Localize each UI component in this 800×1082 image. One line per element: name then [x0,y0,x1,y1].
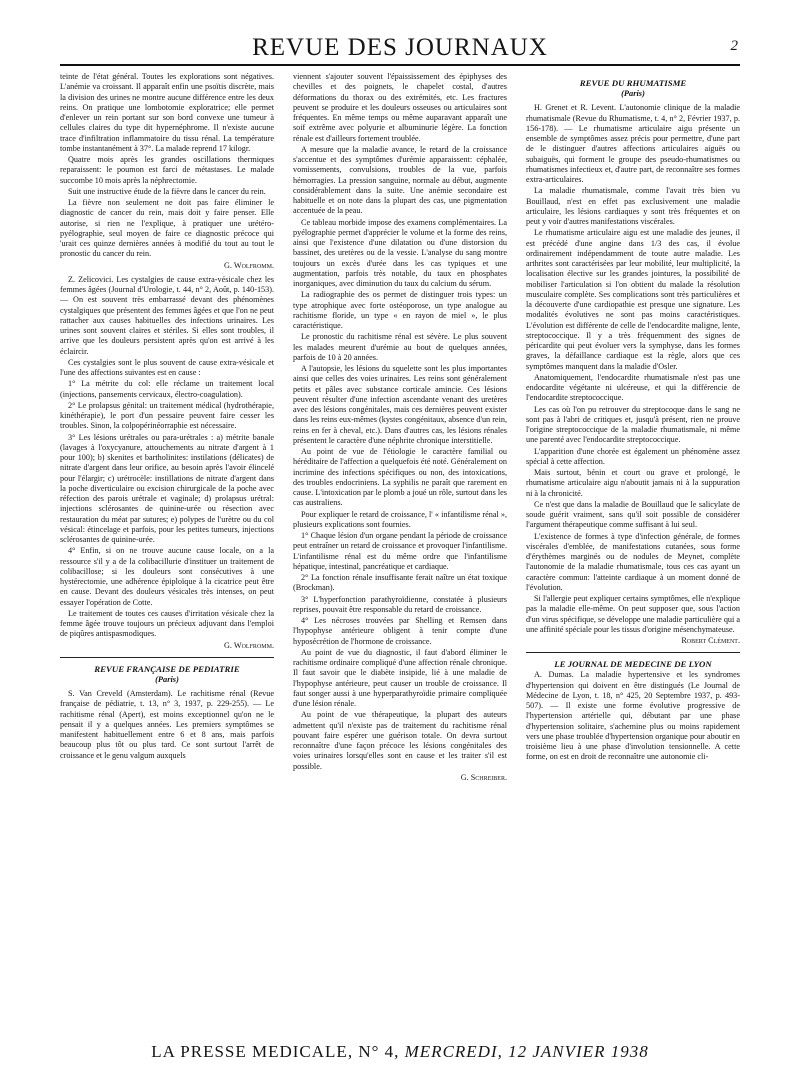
author-signature: Robert Clément. [681,636,740,646]
paragraph: viennent s'ajouter souvent l'épaississement des épiphyses des chevilles et des poignets, le chapelet costal, d'autres déformations du thorax ou des extrémités, etc. Les fractures peuvent se produire et les douleurs osseuses ou articulaires sont fréquentes. En même temps ou même auparavant apparaît une soif extrême avec polyurie et albuminurie légère. La fonction rénale est d'ailleurs fortement troublée. [293,72,507,143]
section-divider [526,652,740,653]
paragraph: Les cas où l'on pu retrouver du streptocoque dans le sang ne sont pas à l'abri de critiques et, jusqu'à présent, rien ne prouve l'origine streptococcique de la maladie rhumatismale, ni même une parenté avec l'endocardite streptococcique. [526,404,740,445]
paragraph: Le traitement de toutes ces causes d'irritation vésicale chez la femme âgée trouve toujours un précieux adjuvant dans l'emploi de piqûres antispasmodiques. [60,608,274,639]
paragraph: 2° Le prolapsus génital: un traitement médical (hydrothérapie, kinéthérapie), le port d'un pessaire peuvent faire cesser les troubles. Sinon, la colpopérinéorraphie est nécessaire. [60,400,274,431]
paragraph: teinte de l'état général. Toutes les explorations sont négatives. L'anémie va croissant. Il apparaît enfin une psoïtis discrète, mais la division des urines ne montre aucune différence entre les deux reins. On pratique une lombotomie exploratrice; elle permet d'enlever un rein portant sur son bord convexe une tumeur à cellules claires du type dit hypernéphrome. Il n'existe aucune trace d'infiltration inflammatoire du tissu rénal. La température tombe instantanément à 37°. La malade reprend 17 kilogr. [60,72,274,153]
paragraph: L'existence de formes à type d'infection générale, de formes viscérales d'emblée, de manifestations cutanées, sous forme d'érythèmes marginés ou de nodules de Meynet, complète l'autonomie de la maladie rhumatismale, tous ces cas ayant un caractère commun: l'atteinte cardiaque à un moment donné de l'évolution. [526,531,740,592]
journal-heading: REVUE FRANÇAISE DE PEDIATRIE [94,663,240,674]
page-footer [0,1042,800,1062]
paragraph: Le pronostic du rachitisme rénal est sévère. Le plus souvent les malades meurent d'urémie au bout de quelques années, parfois de 10 à 20 années. [293,332,507,362]
paragraph: S. Van Creveld (Amsterdam). Le rachitisme rénal (Revue française de pédiatrie, t. 13, n° 3, 1937, p. 229-255). — Le rachitisme rénal (Apert), est moins exceptionnel qu'on ne le pensait il y a quelques années. Les premiers symptômes se manifestent habituellement entre 6 et 8 ans, mais parfois beaucoup plus tôt ou plus tard. Ce sont surtout l'arrêt de croissance et le genu valgum auxquels [60,689,274,760]
text-column-1 [60,72,274,1034]
paragraph: La fièvre non seulement ne doit pas faire éliminer le diagnostic de cancer du rein, mais doit y faire penser. Elle autorise, si rien ne l'explique, à pratiquer une urétéro-pyélographie, seul moyen de faire ce diagnostic précoce qui 'urait ces quinze dernières années à modifié du tout au tout le pronostic du cancer du rein. [60,198,274,259]
paragraph: Si l'allergie peut expliquer certains symptômes, elle n'explique pas la maladie elle-même. On peut supposer que, sous l'action d'un virus spécifique, se développe une maladie particulière qui a une affinité spéciale pour les tissus d'origine mésenchymateuse. [526,594,740,634]
journal-section-title: REVUE DES JOURNAUX [252,34,548,61]
journal-location: (Paris) [155,674,179,684]
paragraph: Z. Zelicovici. Les cystalgies de cause extra-vésicale chez les femmes âgées (Journal d'Urologie, t. 44, n° 2, Août, p. 140-153). — On est souvent très embarrassé devant des phénomènes cystalgiques que présentent des femmes âgées et que l'on ne peut rattacher aux causes habituelles des infections urinaires. Les urines sont souvent claires et stériles. Si elles sont troubles, il arrive que les douleurs persistent après qu'on est arrivé à les éclaircir. [60,274,274,356]
paragraph: 2° La fonction rénale insuffisante ferait naître un état toxique (Brockman). [293,573,507,593]
author-signature: G. Wolfromm. [224,640,274,650]
paragraph: 3° Les lésions urétrales ou para-urétrales : a) métrite banale (lavages à l'oxycyanure, attouchements au nitrate d'argent à 1 pour 100); b) skenites et bartholinites: instilations (délicates) de nitrate d'argent dans leur orifice, au besoin après l'avoir élincelé pour l'élargir; c) urétrocèle: instillations de nitrate d'argent dans la poche diverticulaire ou excision chirurgicale de la poche avec réfection des parois urétrale et vaginale; d) prolapsus urétral: injections sclérosantes de quinine-urée ou résection avec restauration du méat par sutures; e) polypes de l'urètre ou du col vésical: étincelage et parfois, pour les petites tumeurs, injections sclérosantes de quinine-urée. [60,432,274,544]
text-column-3 [526,72,740,1034]
paragraph: Au point de vue thérapeutique, la plupart des auteurs admettent qu'il n'existe pas de traitement du rachitisme rénal pouvant faire espérer une guérison totale. On devra surtout reconnaître d'une façon précoce les lésions congénitales des voies urinaires lorsqu'elles sont en cause et les traiter s'il est possible. [293,710,507,771]
paragraph: 1° Chaque lésion d'un organe pendant la période de croissance peut entraîner un retard de croissance et provoquer l'infantilisme. L'infantilisme rénal est du même ordre que l'infantilisme hépatique, intestinal, pancréatique et cardiaque. [293,531,507,571]
paragraph: Au point de vue de l'étiologie le caractère familial ou héréditaire de l'affection a quelquefois été noté. Généralement on incrimine des infections spécifiques ou non, des intoxications, des troubles endocriniens. La syphilis ne paraît que rarement en cause. L'intoxication par le plomb a joué un rôle, surtout dans les cas australiens. [293,447,507,508]
paragraph: H. Grenet et R. Levent. L'autonomie clinique de la maladie rhumatismale (Revue du Rhumatisme, t. 4, n° 2, Février 1937, p. 156-178). — Le rhumatisme articulaire aigu présente un ensemble de symptômes assez précis pour permettre, d'une part de le distinguer d'autres affections articulaires aiguës ou subaiguës, qui forment le groupe des pseudo-rhumatismes ou rhumatismes infectieux et, d'autre part, de reconnaître ses formes extra-articulaires. [526,103,740,185]
footer-publication: LA PRESSE MEDICALE, N° 4, [151,1042,400,1061]
paragraph: Quatre mois après les grandes oscillations thermiques reparaissent: le poumon est farci de métastases. Le malade succombe 10 mois après la néphrectomie. [60,155,274,185]
paragraph: Ces cystalgies sont le plus souvent de cause extra-vésicale et l'une des affections suivantes est en cause : [60,357,274,377]
paragraph: A l'autopsie, les lésions du squelette sont les plus importantes ainsi que celles des voies urinaires. Les reins sont généralement petits et pâles avec substance corticale amincie. Ces lésions peuvent résulter d'une infection ascendante venant des uretères avec des lésions congénitales, mais ces dernières peuvent exister dans les reins eux-mêmes (kystes congénitaux, absence d'un rein, reins en fer à cheval, etc.). Dans d'autres cas, les lésions rénales présentent le caractère d'une néphrite chronique interstitielle. [293,364,507,445]
journal-heading: LE JOURNAL DE MEDECINE DE LYON [554,659,712,670]
paragraph: 4° Les nécroses trouvées par Shelling et Remsen dans l'hypophyse antérieure obligent à tenir compte d'une hyposécrétion de l'hormone de croissance. [293,616,507,646]
paragraph: Le rhumatisme articulaire aigu est une maladie des jeunes, il est précédé d'une angine dans 1/3 des cas, il évolue ordinairement indépendamment de toute autre maladie. Les arthrites sont caractérisées par leur mobilité, leur multiplicité, la localisation élective sur les grandes jointures, la possibilité de mobiliser l'articulation si l'on obtient du malade la résolution musculaire complète. Ses complications sont très particulières et la découverte d'une cardiopathie est presque une signature. Les modalités évolutives ne sont pas moins caractéristiques. L'évolution est différente de celle de l'endocardite maligne, lente, streptococcique. Il y a très fréquemment des signes de péricardite qui peut évoluer vers la symphyse, dans les formes graves, la défaillance cardiaque est la règle, alors que ces symptômes manquent dans la maladie d'Osler. [526,228,740,371]
paragraph: L'apparition d'une chorée est également un phénomène assez spécial à cette affection. [526,446,740,466]
paragraph: 4° Enfin, si on ne trouve aucune cause locale, on a la ressource s'il y a de la colibacillurie d'instituer un traitement de colibacillose; si les douleurs sont consécutives à une hystérectomie, une adhérence épiploïque à la cicatrice peut être en cause. Devant des douleurs vésicales très intenses, on peut essayer l'opération de Cotte. [60,546,274,607]
paragraph: Ce n'est que dans la maladie de Bouillaud que le salicylate de soude guérit vraiment, sans qu'il soit possible de considérer l'argument thérapeutique comme suffisant à lui seul. [526,499,740,530]
header-rule [60,64,740,66]
text-column-2 [293,72,507,1034]
paragraph: A. Dumas. La maladie hypertensive et les syndromes d'hypertension qui doivent en être distingués (Le Journal de Médecine de Lyon, t. 18, n° 425, 20 Septembre 1937, p. 493-507). — Il existe une forme évolutive progressive de l'hypertension artérielle qui, débutant par une phase d'hypertension solitaire, s'achemine plus ou moins rapidement vers une phase troublée d'hypertension organique pour aboutir en troisième lieu à une phase d'involution tensionnelle. A cette forme, on est en droit de reconnaître une autonomie cli- [526,670,740,762]
paragraph: Au point de vue du diagnostic, il faut d'abord éliminer le rachitisme ordinaire compliqué d'une affection rénale chronique. Il faut savoir que le diabète insipide, lié à une maladie de l'hypophyse antérieure, peut causer un trouble de croissance. Il faut songer aussi à une hyperparathyroïdie primaire compliquée d'une lésion rénale. [293,647,507,708]
paragraph: Suit une instructive étude de la fièvre dans le cancer du rein. [68,186,266,196]
author-signature: G. Schreiber. [460,772,507,782]
paragraph: La radiographie des os permet de distinguer trois types: un type atrophique avec forte ostéoporose, un type analogue au rachitisme floride, un type « en rayon de miel », le plus caractéristique. [293,290,507,330]
paragraph: A mesure que la maladie avance, le retard de la croissance s'accentue et des symptômes d'urémie apparaissent: céphalée, vomissements, convulsions, troubles de la vue, parfois hémorragies. La pression sanguine, normale au début, augmente considérablement dans la suite. Une anémie secondaire est habituelle et on note dans la plupart des cas, une pigmentation accentuée de la peau. [293,144,507,216]
paragraph: Mais surtout, bénin et court ou grave et prolongé, le rhumatisme articulaire aigu n'aboutit jamais ni à la suppuration ni à la chronicité. [526,468,740,498]
paragraph: 3° L'hyperfonction parathyroïdienne, constatée à plusieurs reprises, pouvait être responsable du retard de croissance. [293,594,507,614]
paragraph: La maladie rhumatismale, comme l'avait très bien vu Bouillaud, n'est en effet pas exclusivement une maladie articulaire, les lésions cardiaques y sont très fréquentes et on peut y voir d'autres manifestations viscérales. [526,186,740,227]
section-divider [60,657,274,658]
author-signature: G. Wolfromm. [224,260,274,270]
paragraph: 1° La métrite du col: elle réclame un traitement local (injections, pansements cervicaux, électro-coagulation). [60,379,274,399]
paragraph: Pour expliquer le retard de croissance, l' « infantilisme rénal », plusieurs explications sont fournies. [293,509,507,529]
journal-location: (Paris) [621,88,645,98]
footer-date: MERCREDI, 12 JANVIER 1938 [404,1042,649,1061]
journal-heading: REVUE DU RHUMATISME [579,78,687,88]
paragraph: Anatomiquement, l'endocardite rhumatismale n'est pas une endocardite végétante ni ulcéreuse, et qui la différencie de l'endocardite streptococcique. [526,372,740,403]
page-number: 2 [730,38,738,54]
paragraph: Ce tableau morbide impose des examens complémentaires. La pyélographie permet d'apprécier le volume et la forme des reins, ainsi que l'existence d'une dilatation ou d'une distorsion du bassinet, des uretères ou de la vessie. L'analyse du sang montre toujours un excès d'urée dans les cas typiques et une augmentation, parfois très notable, du taux en phosphates inorganiques, avec diminution du taux du calcium du sérum. [293,217,507,288]
